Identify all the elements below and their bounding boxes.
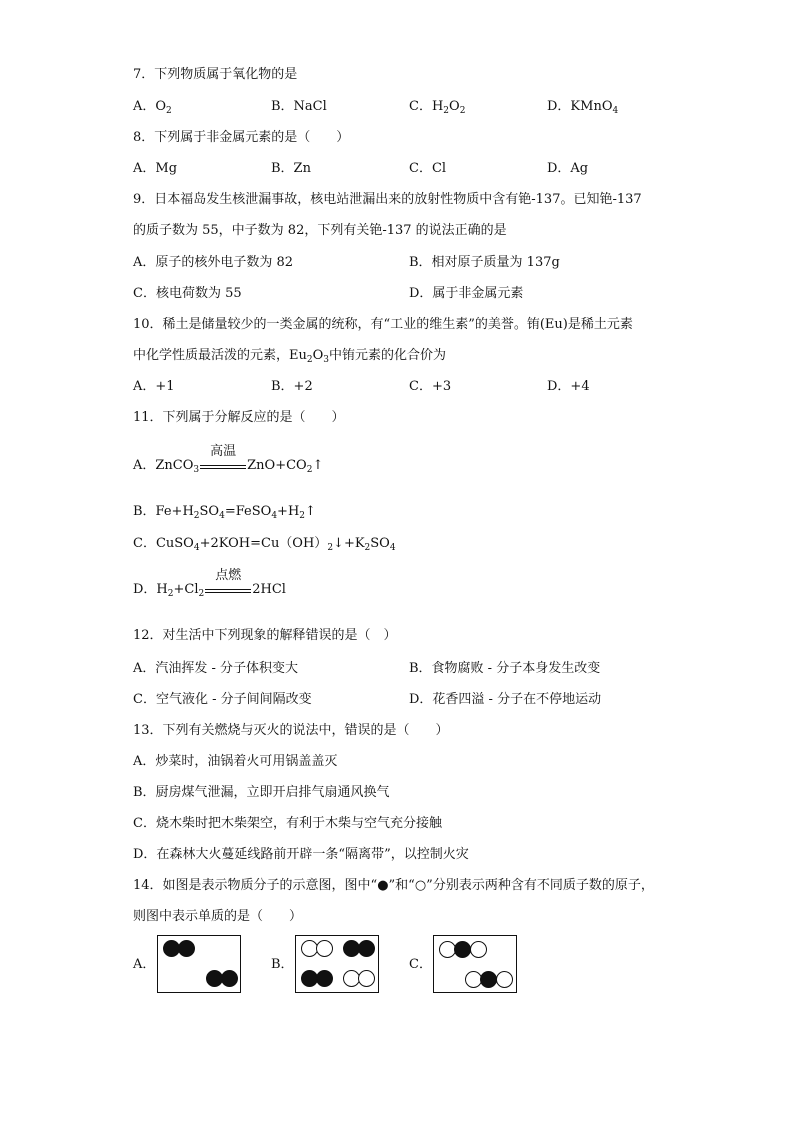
q12-option-b[interactable]: B．食物腐败 - 分子本身发生改变 <box>409 661 601 676</box>
q8-stem: 8．下列属于非金属元素的是（ ） <box>133 130 350 145</box>
q13-stem: 13．下列有关燃烧与灭火的说法中，错误的是（ ） <box>133 723 449 738</box>
atom-white <box>496 971 513 988</box>
atom-black <box>316 970 333 987</box>
equation-sign: 高温 <box>200 457 246 475</box>
q14-option-a-label[interactable]: A． <box>133 957 156 972</box>
q12-option-d[interactable]: D．花香四溢 - 分子在不停地运动 <box>409 692 602 707</box>
q10-option-c[interactable]: C．+3 <box>409 379 452 394</box>
q13-option-a[interactable]: A．炒菜时，油锅着火可用锅盖盖灭 <box>133 754 338 769</box>
q11-option-a[interactable]: A．ZnCO$_3$ 高温 $ZnO+CO_2↑$ <box>133 444 324 475</box>
q10-option-b[interactable]: B．+2 <box>271 379 313 394</box>
atom-black <box>454 941 471 958</box>
atom-white <box>316 940 333 957</box>
q12-stem: 12．对生活中下列现象的解释错误的是（ ） <box>133 628 397 643</box>
q9-option-a[interactable]: A．原子的核外电子数为 82 <box>133 255 294 270</box>
q11-option-b[interactable]: B．$Fe+H_2SO_4=FeSO_4+H_2↑$ <box>133 504 316 521</box>
q11-option-c[interactable]: C．$CuSO_4+2KOH=Cu(OH)_2↓+K_2SO_4$ <box>133 536 396 553</box>
q8-option-d[interactable]: D．Ag <box>547 161 589 176</box>
q10-option-a[interactable]: A．+1 <box>133 379 175 394</box>
q7-option-a[interactable]: A．$O_2$ <box>133 99 172 116</box>
q8-option-a[interactable]: A．Mg <box>133 161 178 176</box>
q9-stem-line1: 9．日本福岛发生核泄漏事故，核电站泄漏出来的放射性物质中含有铯-137。已知铯-137 <box>133 192 642 207</box>
q7-option-b[interactable]: B．NaCl <box>271 99 327 114</box>
q10-stem-line1: 10．稀土是储量较少的一类金属的统称，有“工业的维生素”的美誉。铕(Eu)是稀土元素 <box>133 317 633 332</box>
q14-diagram-c[interactable] <box>433 935 517 993</box>
q13-option-d[interactable]: D．在森林大火蔓延线路前开辟一条“隔离带”，以控制火灾 <box>133 847 469 862</box>
atom-black <box>358 940 375 957</box>
atom-black <box>178 940 195 957</box>
q8-option-c[interactable]: C．Cl <box>409 161 447 176</box>
atom-black <box>221 970 238 987</box>
q10-stem-line2: 中化学性质最活泼的元素，$Eu_2O_3$中铕元素的化合价为 <box>133 348 447 365</box>
q13-option-c[interactable]: C．烧木柴时把木柴架空，有利于木柴与空气充分接触 <box>133 816 442 831</box>
q8-option-b[interactable]: B．Zn <box>271 161 311 176</box>
q14-diagram-a[interactable] <box>157 935 241 993</box>
q12-option-c[interactable]: C．空气液化 - 分子间间隔改变 <box>133 692 312 707</box>
q14-stem-line2: 则图中表示单质的是（ ） <box>133 909 303 924</box>
q9-option-b[interactable]: B．相对原子质量为 137g <box>409 255 560 270</box>
atom-black <box>480 971 497 988</box>
q9-stem-line2: 的质子数为 55，中子数为 82，下列有关铯-137 的说法正确的是 <box>133 223 507 238</box>
equation-sign: 点燃 <box>205 581 251 599</box>
q7-stem: 7．下列物质属于氧化物的是 <box>133 67 298 82</box>
q11-stem: 11．下列属于分解反应的是（ ） <box>133 410 345 425</box>
q11-option-d[interactable]: D．$H_2+Cl_2$ 点燃 2HCl <box>133 568 286 599</box>
q7-option-d[interactable]: D．KMnO$_4$ <box>547 99 619 116</box>
q9-option-c[interactable]: C．核电荷数为 55 <box>133 286 242 301</box>
atom-white <box>358 970 375 987</box>
q14-stem-line1: 14．如图是表示物质分子的示意图，图中“●”和“○”分别表示两种含有不同质子数的原子， <box>133 878 654 893</box>
q14-option-c-label[interactable]: C． <box>409 957 432 972</box>
q14-diagram-b[interactable] <box>295 935 379 993</box>
q10-option-d[interactable]: D．+4 <box>547 379 590 394</box>
q12-option-a[interactable]: A．汽油挥发 - 分子体积变大 <box>133 661 299 676</box>
atom-white <box>470 941 487 958</box>
q9-option-d[interactable]: D．属于非金属元素 <box>409 286 524 301</box>
q13-option-b[interactable]: B．厨房煤气泄漏，立即开启排气扇通风换气 <box>133 785 390 800</box>
q14-option-b-label[interactable]: B． <box>271 957 294 972</box>
q7-option-c[interactable]: C．$H_2O_2$ <box>409 99 466 116</box>
